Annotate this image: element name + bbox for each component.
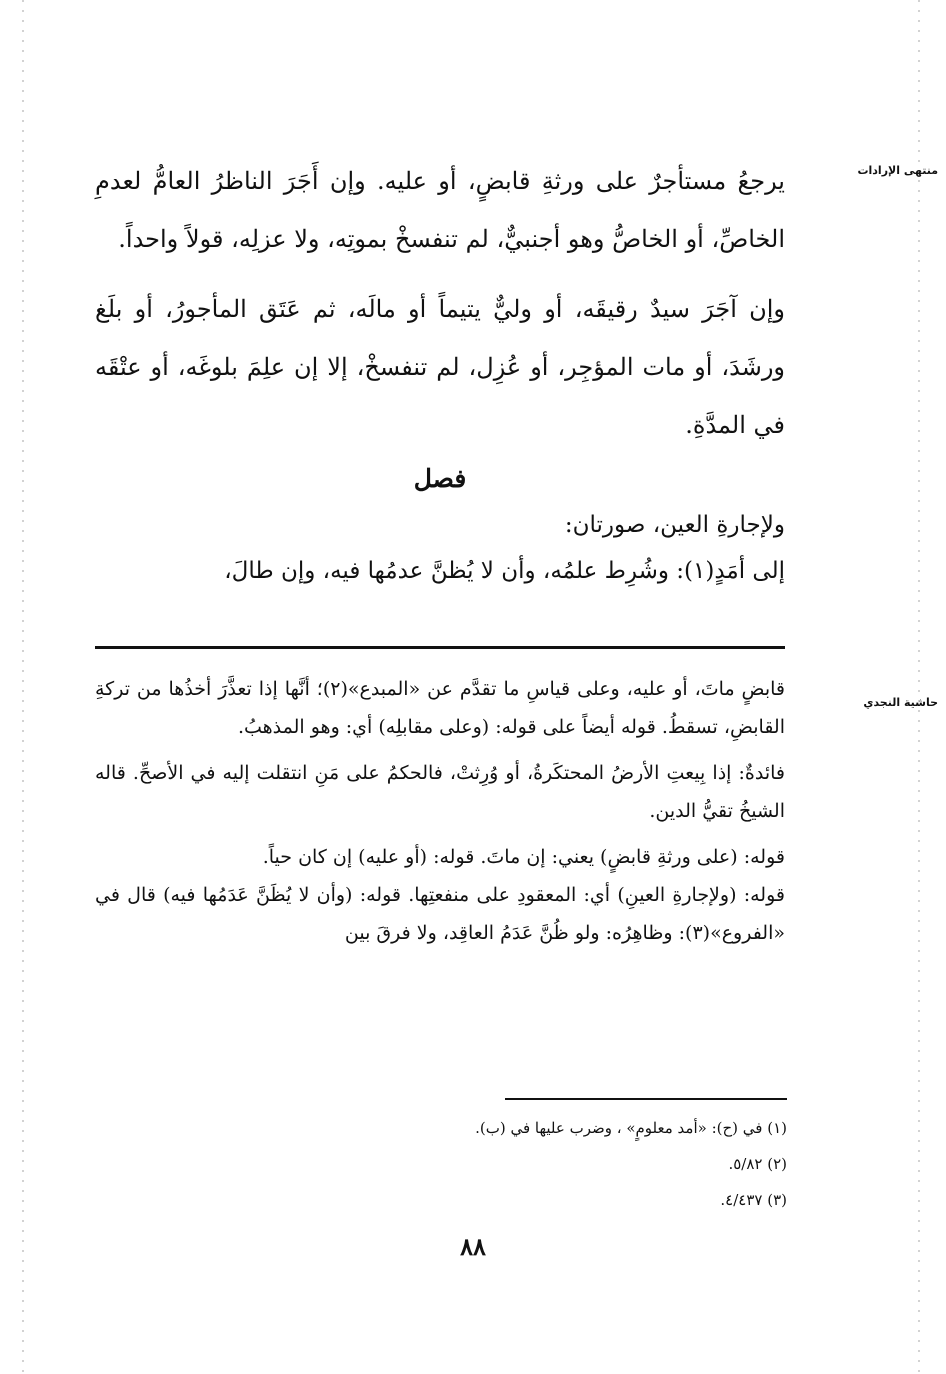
page-number: ٨٨ [460, 1232, 486, 1261]
main-paragraph-4: إلى أمَدٍ(١): وشُرِط علمُه، وأن لا يُظنَّ عدمُها فيه، وإن طالَ، [224, 558, 785, 584]
commentary-text [95, 670, 785, 952]
footnotes [395, 1110, 787, 1218]
main-paragraph-2: وإن آجَرَ سيدٌ رقيقَه، أو وليٌّ يتيماً أو مالَه، ثم عَتَق المأجورُ، أو بلَغ ورشَدَ، أو مات المؤجِر، أو عُزِل، لم تنفسخْ، إلا إن علِمَ بلوغَه، أو عتْقَه في المدَّةِ. [95, 295, 785, 439]
margin-label-main: منتهى الإرادات [857, 164, 938, 177]
margin-label-commentary: حاشية النجدي [863, 696, 938, 709]
commentary-paragraph-1: قابضٍ ماتَ، أو عليه، وعلى قياسِ ما تقدَّم عن «المبدع»(٢)؛ أنَّها إذا تعذَّرَ أخذُها من تركةِ القابضِ، تسقطُ. قوله أيضاً على قوله: (وعلى مقابلِه) أي: وهو المذهبُ. [95, 678, 785, 738]
main-text [95, 152, 785, 594]
footnote-1: (١) في (ح): «أمد معلومٍ» ، وضرب عليها في (ب). [475, 1119, 787, 1137]
commentary-paragraph-3: قوله: (على ورثةِ قابضٍ) يعني: إن ماتَ. قوله: (أو عليه) إن كان حياً. [262, 846, 785, 868]
commentary-paragraph-2: فائدةٌ: إذا بِيعتِ الأرضُ المحتكَرةُ، أو وُرِثتْ، فالحكمُ على مَنِ انتقلت إليه في الأصحِّ. قاله الشيخُ تقيُّ الدين. [95, 762, 785, 822]
section-heading: فصل [413, 464, 467, 493]
text-divider [95, 646, 785, 649]
footnote-2: (٢) ٥/٨٢. [728, 1155, 787, 1173]
footnote-rule [505, 1098, 787, 1100]
scan-dotted-line [918, 0, 920, 1374]
scan-dotted-line [22, 0, 24, 1374]
main-paragraph-3: ولإجارةِ العين، صورتان: [564, 512, 785, 538]
footnote-3: (٣) ٤/٤٣٧. [720, 1191, 787, 1209]
commentary-paragraph-4: قوله: (ولإجارةِ العينِ) أي: المعقودِ على منفعتِها. قوله: (وأن لا يُظَنَّ عَدَمُها فيه) قال في «الفروع»(٣): وظاهِرُه: ولو ظُنَّ عَدَمُ العاقِد، ولا فرقَ بين [95, 884, 785, 944]
main-paragraph-1: يرجعُ مستأجرٌ على ورثةِ قابضٍ، أو عليه. وإن أَجَرَ الناظرُ العامُّ لعدمِ الخاصِّ، أو الخاصُّ وهو أجنبيٌّ، لم تنفسخْ بموتِه، ولا عزلِه، قولاً واحداً. [95, 167, 785, 253]
